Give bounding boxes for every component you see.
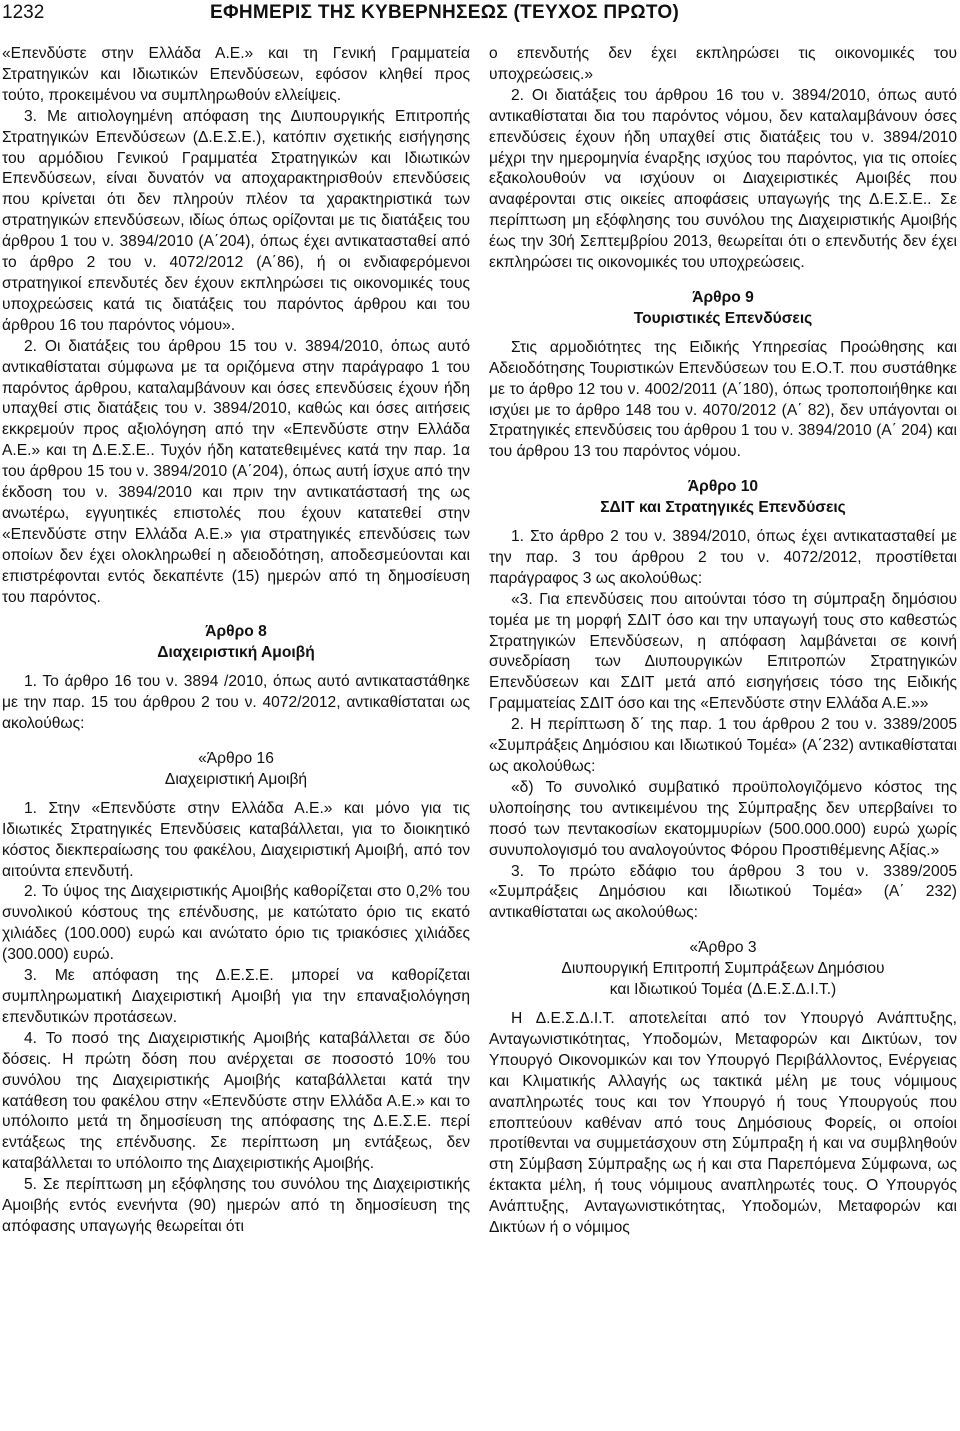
paragraph: «3. Για επενδύσεις που αιτούνται τόσο τη σύμπραξη δημόσιου τομέα με τη μορφή ΣΔΙΤ όσο και την υπαγωγή τους στο καθεστώς Στρατηγικών Επενδύσεων, η απόφαση λαμβάνεται σε κοινή συνεδρίαση των Διυπουργικών Επιτροπών Στρατηγικών Επενδύσεων και ΣΔΙΤ μετά από εισηγήσεις τόσο της Ειδικής Γραμματείας ΣΔΙΤ όσο και της «Επενδύστε στην Ελλάδα Α.Ε.»» xyxy=(489,590,957,713)
paragraph: Η Δ.Ε.Σ.Δ.Ι.Τ. αποτελείται από τον Υπουργό Ανάπτυξης, Ανταγωνιστικότητας, Υποδομών, Μεταφορών και Δικτύων, τον Υπουργό Οικονομικών και τον Υπουργό Περιβάλλοντος, Ενέργειας και Κλιματικής Αλλαγής ως τακτικά μέλη με τους νόμιμους αναπληρωτές τους και τον Υπουργό ή τους Υπουργούς που εποπτεύουν καθέναν από τους Δημόσιους Φορείς, οι οποίοι προτίθενται να συμμετάσχουν στη Σύμπραξη ή και να συμβληθούν στη Σύμβαση Σύμπραξης ως ή και στα Παρεπόμενα Σύμφωνα, ως έκτακτα μέλη, ή τους νόμιμους αναπληρωτές τους. Ο Υπουργός Ανάπτυξης, Ανταγωνιστικότητας, Υποδομών, Μεταφορών και Δικτύων ή ο νόμιμος xyxy=(489,1009,957,1237)
article-3-subtitle-line: και Ιδιωτικού Τομέα (Δ.Ε.Σ.Δ.Ι.Τ.) xyxy=(609,981,837,999)
paragraph: 2. Η περίπτωση δ΄ της παρ. 1 του άρθρου 2 του ν. 3389/2005 «Συμπράξεις Δημόσιου και Ιδιωτικού Τομέα» (Α΄232) αντικαθίσταται ως ακολούθως: xyxy=(489,716,957,775)
paragraph: 2. Οι διατάξεις του άρθρου 15 του ν. 3894/2010, όπως αυτό αντικαθίσταται σύμφωνα με τα οριζόμενα στην παράγραφο 1 του παρόντος άρθρου, καταλαμβάνουν και όσες επενδύσεις έχουν ήδη υπαχθεί στις διατάξεις του ν. 3894/2010, καθώς και όσες αιτήσεις εκκρεμούν προς αξιολόγηση από την «Επενδύστε στην Ελλάδα Α.Ε.» και τη Δ.Ε.Σ.Ε.. Τυχόν ήδη κατατεθειμένες κατά την παρ. 1α του άρθρου 15 του ν. 3894/2010 (Α΄204), όπως αυτή ίσχυε από την έκδοση του ν. 3894/2010 και πριν την αντικατάστασή της ως ανωτέρω, εγγυητικές επιστολές που έχουν κατατεθεί στην «Επενδύστε στην Ελλάδα Α.Ε.» για στρατηγικές επενδύσεις των οποίων δεν έχει ολοκληρωθεί η αδειοδότηση, αποδεσμεύονται και επιστρέφονται εντός δεκαπέντε (15) ημερών από τη δημοσίευση του παρόντος. xyxy=(2,337,470,606)
paragraph: 3. Το πρώτο εδάφιο του άρθρου 3 του ν. 3389/2005 «Συμπράξεις Δημόσιου και Ιδιωτικού Τομέα» (Α΄ 232) αντικαθίσταται ως ακολούθως: xyxy=(489,862,957,922)
paragraph: ο επενδυτής δεν έχει εκπληρώσει τις οικονομικές του υποχρεώσεις.» xyxy=(489,45,957,83)
page-header xyxy=(0,0,960,32)
paragraph: 3. Με αιτιολογημένη απόφαση της Διυπουργικής Επιτροπής Στρατηγικών Επενδύσεων (Δ.Ε.Σ.Ε.), κατόπιν σχετικής εισήγησης του αρμόδιου Γενικού Γραμματέα Στρατηγικών και Ιδιωτικών Επενδύσεων, είναι δυνατόν να αποχαρακτηρισθούν επενδύσεις που κρίνεται ότι δεν πληρούν πλέον τα χαρακτηριστικά των στρατηγικών επενδύσεων, ιδίως όπως ορίζονται με τις διατάξεις του άρθρου 1 του ν. 3894/2010 (Α΄204), όπως έχει αντικατασταθεί από το άρθρο 2 του ν. 4072/2012 (Α΄86), ή οι ενδιαφερόμενοι στρατηγικοί επενδυτές δεν έχουν εκπληρώσει τις οικονομικές τους υποχρεώσεις κατά τις διατάξεις του παρόντος άρθρου και του άρθρου 16 του παρόντος νόμου». xyxy=(2,107,470,334)
paragraph: «δ) Το συνολικό συμβατικό προϋπολογιζόμενο κόστος της υλοποίησης του αντικειμένου της Σύμπραξης δεν υπερβαίνει το ποσό των πεντακοσίων εκατομμυρίων (500.000.000) ευρώ χωρίς συνυπολογισμό του αναλογούντος Φόρου Προστιθέμενης Αξίας.» xyxy=(489,778,957,859)
paragraph: 1. Το άρθρο 16 του ν. 3894 /2010, όπως αυτό αντικαταστάθηκε με την παρ. 15 του άρθρου 2 του ν. 4072/2012, αντικαθίσταται ως ακολούθως: xyxy=(2,673,470,733)
right-column xyxy=(489,44,957,1239)
page-number: 1232 xyxy=(2,2,45,23)
article-8-title: Άρθρο 8 xyxy=(205,623,267,641)
paragraph: 1. Στην «Επενδύστε στην Ελλάδα Α.Ε.» και μόνο για τις Ιδιωτικές Στρατηγικές Επενδύσεις καταβάλλεται, για το διοικητικό κόστος διεκπεραίωσης του φακέλου, Διαχειριστική Αμοιβή, από τον αιτούντα επενδυτή. xyxy=(2,799,470,880)
article-10-subtitle: ΣΔΙΤ και Στρατηγικές Επενδύσεις xyxy=(600,499,846,517)
gazette-title: ΕΦΗΜΕΡΙΣ ΤΗΣ ΚΥΒΕΡΝΗΣΕΩΣ (ΤΕΥΧΟΣ ΠΡΩΤΟ) xyxy=(210,2,680,23)
paragraph: 2. Το ύψος της Διαχειριστικής Αμοιβής καθορίζεται στο 0,2% του συνολικού κόστους της επένδυσης, με κατώτατο όριο τις εκατό χιλιάδες (100.000) ευρώ και ανώτατο όριο τις τριακόσιες χιλιάδες (300.000) ευρώ. xyxy=(2,883,470,964)
paragraph: 2. Οι διατάξεις του άρθρου 16 του ν. 3894/2010, όπως αυτό αντικαθίσταται δια του παρόντος νόμου, δεν καταλαμβάνουν όσες επενδύσεις έχουν ήδη υπαχθεί στις διατάξεις του ν. 3894/2010 μέχρι την ημερομηνία έναρξης ισχύος του παρόντος, για τις οποίες εξακολουθούν να ισχύουν οι Διαχειριστικές Αμοιβές που αναφέρονται στις οικείες αποφάσεις υπαγωγής της Δ.Ε.Σ.Ε.. Σε περίπτωση μη εξόφλησης του συνόλου της Διαχειριστικής Αμοιβής έως την 30ή Σεπτεμβρίου 2013, θεωρείται ότι ο επενδυτής δεν έχει εκπληρώσει τις οικονομικές του υποχρεώσεις. xyxy=(489,86,957,272)
article-16-title: «Άρθρο 16 xyxy=(198,750,274,767)
article-3-title: «Άρθρο 3 xyxy=(689,939,757,957)
article-3-subtitle-line: Διυπουργική Επιτροπή Συμπράξεων Δημόσιου xyxy=(561,960,885,978)
paragraph: Στις αρμοδιότητες της Ειδικής Υπηρεσίας Προώθησης και Αδειοδότησης Τουριστικών Επενδύσεων του Ε.Ο.Τ. που συστάθηκε με το άρθρο 12 του ν. 4002/2011 (Α΄180), όπως τροποποιήθηκε και ισχύει με το άρθρο 148 του ν. 4070/2012 (Α΄ 82), δεν υπάγονται οι Στρατηγικές επενδύσεις του άρθρου 1 του ν. 3894/2010 (Α΄ 204) και του άρθρου 13 του παρόντος νόμου. xyxy=(489,338,957,461)
paragraph: 4. Το ποσό της Διαχειριστικής Αμοιβής καταβάλλεται σε δύο δόσεις. Η πρώτη δόση που ανέρχεται σε ποσοστό 10% του συνόλου της Διαχειριστικής Αμοιβής καταβάλλεται κατά την κατάθεση του φακέλου στην «Επενδύστε στην Ελλάδα Α.Ε.» και το υπόλοιπο μετά τη δημοσίευση της απόφασης της Δ.Ε.Σ.Ε. περί εντάξεως της επένδυσης. Σε περίπτωση μη εντάξεως, δεν καταβάλλεται το υπόλοιπο της Διαχειριστικής Αμοιβής. xyxy=(2,1029,470,1173)
article-8-subtitle: Διαχειριστική Αμοιβή xyxy=(157,644,315,662)
article-9-title: Άρθρο 9 xyxy=(692,288,754,306)
left-column xyxy=(2,44,470,1238)
paragraph: 5. Σε περίπτωση μη εξόφλησης του συνόλου της Διαχειριστικής Αμοιβής εντός ενενήντα (90) ημερών από τη δημοσίευση της απόφασης υπαγωγής θεωρείται ότι xyxy=(2,1176,470,1235)
paragraph: 1. Στο άρθρο 2 του ν. 3894/2010, όπως έχει αντικατασταθεί με την παρ. 3 του άρθρου 2 του ν. 4072/2012, προστίθεται παράγραφος 3 ως ακολούθως: xyxy=(489,528,957,587)
paragraph: 3. Με απόφαση της Δ.Ε.Σ.Ε. μπορεί να καθορίζεται συμπληρωματική Διαχειριστική Αμοιβή για την επαναξιολόγηση επενδυτικών προτάσεων. xyxy=(2,967,470,1026)
article-16-subtitle: Διαχειριστική Αμοιβή xyxy=(164,770,308,788)
article-10-title: Άρθρο 10 xyxy=(687,478,759,496)
article-9-subtitle: Τουριστικές Επενδύσεις xyxy=(633,309,813,327)
paragraph: «Επενδύστε στην Ελλάδα Α.Ε.» και τη Γενική Γραμματεία Στρατηγικών και Ιδιωτικών Επενδύσεων, εφόσον κληθεί προς τούτο, προκειμένου να συμπληρωθούν ελλείψεις. xyxy=(2,45,470,104)
